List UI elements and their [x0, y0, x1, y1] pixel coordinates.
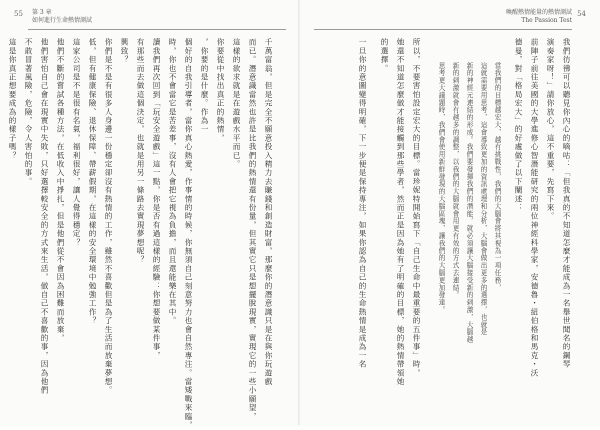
quote-column: 新的神經元連結的形成。我們要發揮我們的潛能，就必須讓大腦接受新的刺激，大腦越 [465, 62, 473, 344]
left-text-column: 而已。潛意識當然也許是比我們的熱情還有份量，但其實它只是想擺脫現實，實現它的一些小願望， [248, 38, 257, 421]
right-text-column: 的選擇。 [380, 38, 389, 73]
quote-column: 當我們的目標越宏大，越有挑戰性，我們的大腦會將其視為一項任務， [493, 62, 501, 292]
left-text-column: 這樣的欲求就是在遊戲水平而已。 [232, 38, 241, 169]
quote-column: 這就需要用思考，這會導致更加的資訊處理和分析，大腦會做出更多的選擇，也就是 [479, 62, 487, 336]
right-page [300, 0, 600, 425]
quote-column: 思考更大議題時，我們會使用新鮮發現的大腦區塊，讓我們的大腦更加發達。 [437, 62, 445, 314]
right-text-column: 她還不知道怎麼做才能接觸到那些學者，然而正是因為她有了明確的目標，她的熱情帶領她 [396, 38, 405, 386]
left-text-column: 他們不斷的嘗試各種方法，在低收入中掙扎，但是他們從不會因為困難而放棄， [56, 38, 65, 343]
left-text-column: 你們是不是有很多人身邊一份穩定卻沒有熱情的工作，雖然不喜歡但是為了生活而放棄夢想。 [104, 38, 113, 395]
left-text-column: 你要從中找出真正的熱情， [216, 38, 225, 143]
right-running-header [506, 9, 572, 25]
left-text-column: 這家公司是不是很有名氣，福利很好，讓人覺得穩定？ [72, 38, 81, 247]
left-text-column: 有那些而去做這個決定，也就是用另一條路去實現夢想呢？ [136, 38, 145, 265]
left-text-column: 千萬富翁，但是完全不願意投入精力去賺錢和創造財富，那麼你的潛意識只是在與你玩遊戲 [264, 38, 273, 386]
left-text-column: 這是你真正想要成為的樣子嗎？ [8, 38, 17, 160]
right-text-column: 前陣子前往美國的大學進修心智潛能研究的兩位神經科學家，安德魯・紐伯格和馬克・沃 [530, 38, 539, 378]
left-text-column: 個好的自我引導者，當你真心熱愛，作事情的時候，你無須自己刻意努力也會自然專注。當矮戰來臨， [184, 38, 193, 430]
quote-column: 新的刺激就會有越多的調整，以我們的大腦就會用更有效的方式去連結。 [451, 62, 459, 299]
left-text-column: 興致？ [120, 38, 129, 65]
right-header-rule [314, 29, 572, 30]
right-text-column: 一旦你的意圖變得明確，下一步便是保持專注，如果你認為自己的生命熱情是成為一名 [358, 38, 367, 369]
right-text-column: 所以，不要害怕設定宏大的目標。當珍妮特開始寫下「自己生命中最重要的五件事」時， [412, 38, 421, 378]
left-header-rule [28, 29, 286, 30]
chapter-label: 第 3 章 [32, 9, 52, 16]
right-text-column: 我們彷彿可以聽見你內心的嘀咕：「但我真的不知道怎麼才能成為一名舉世聞名的鋼琴 [562, 38, 571, 369]
left-page-number: 55 [14, 10, 23, 18]
section-title: 如何進行生命熱情測試 [32, 17, 93, 24]
left-text-column: 他們害怕自己會在現實中失敗，只好選擇較安全的方式來生活，做自己不喜歡的事，因為他們 [40, 38, 49, 395]
left-text-column: ，你要的是什麼。作為一 [200, 38, 209, 134]
left-text-column: 不敢冒著風險，危險，令人害怕的事。 [24, 38, 33, 186]
right-text-column: 演奏家呀！」請你放心，這不重要，先寫下來。 [546, 38, 555, 221]
right-page-number: 54 [577, 10, 586, 18]
book-title: 喚醒熱情能量的熱情測試 [505, 9, 572, 16]
left-text-column: 時，你也不會當它是苦差事，沒有人會把它視為負擔，而且還能樂在其中。 [168, 38, 177, 326]
left-text-column: 讀我們再次回到「玩安全遊戲」這一點，你是否有過這樣的經驗：你想要做某件事， [152, 38, 161, 360]
left-running-header [32, 9, 92, 25]
book-subtitle: The Passion Test [521, 17, 572, 24]
right-text-column: 德曼，對「格局宏大」的好處做了以下闡述： [514, 38, 523, 212]
left-text-column: 低，但有健康保險、退休保障、帶薪假期，在這樣的安全環境中勉強工作？ [88, 38, 97, 326]
